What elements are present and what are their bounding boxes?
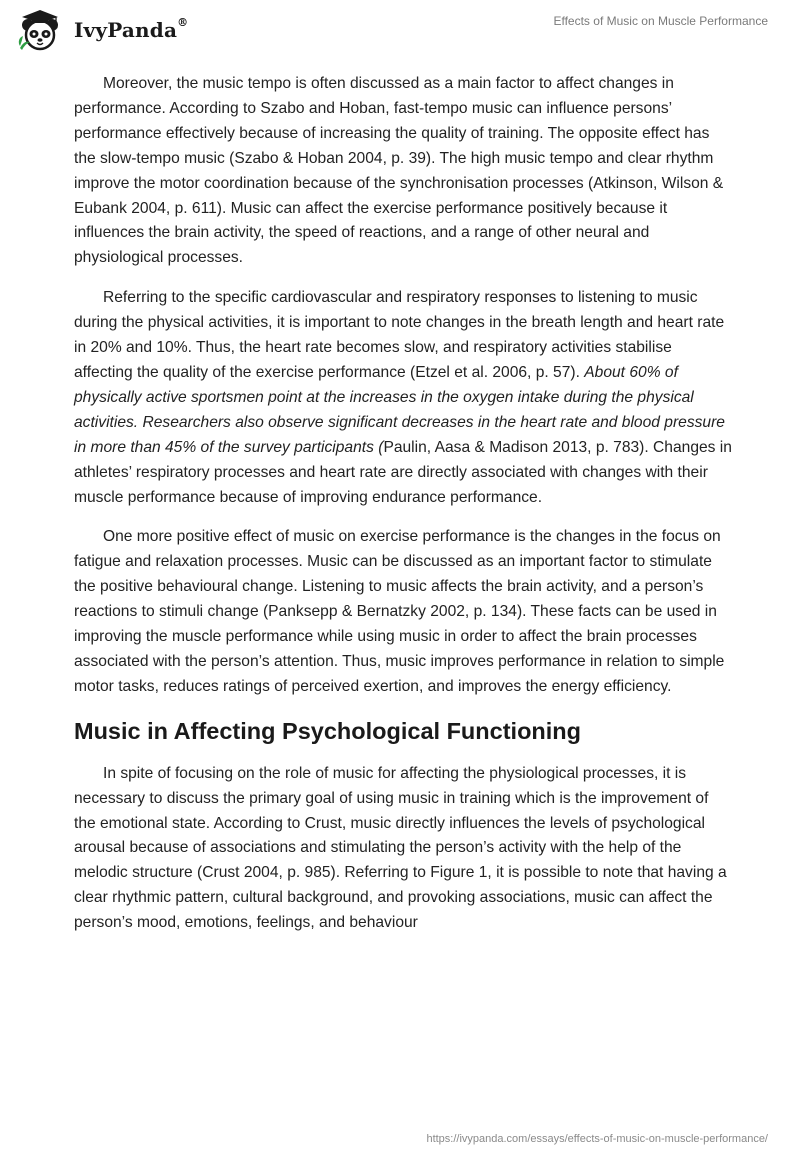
paragraph-cardio-respiratory: Referring to the specific cardiovascular and respiratory responses to listening to music during the physical activities, it is important to note changes in the breath length and heart rate in 20% and 10%. Thus, the heart rate becomes slow, and respiratory activities stabilise affecting the quality of the exercise performance (Etzel et al. 2006, p. 57). About 60% of physically active sportsmen point at the increases in the oxygen intake during the physical activities. Researchers also observe significant decreases in the heart rate and blood pressure in more than 45% of the survey participants (Paulin, Aasa & Madison 2013, p. 783). Changes in athletes’ respiratory processes and heart rate are directly associated with changes with their muscle performance because of improving endurance performance. <box>74 289 732 506</box>
paragraph-fatigue-relaxation: One more positive effect of music on exercise performance is the changes in the focus on fatigue and relaxation processes. Music can be discussed as an important factor to stimulate the positive behavioural change. Listening to music affects the brain activity, and a person’s reactions to stimuli change (Panksepp & Bernatzky 2002, p. 134). These facts can be used in improving the muscle performance while using music in order to affect the brain processes associated with the person’s attention. Thus, music improves performance in relation to simple motor tasks, reduces ratings of perceived exertion, and improves the energy efficiency. <box>74 528 725 695</box>
page-header <box>0 0 800 60</box>
source-url[interactable]: https://ivypanda.com/essays/effects-of-music-on-muscle-performance/ <box>426 1133 768 1145</box>
paragraph-music-tempo: Moreover, the music tempo is often discussed as a main factor to affect changes in performance. According to Szabo and Hoban, fast-tempo music can influence persons’ performance effectively because of increasing the quality of training. The opposite effect has the slow-tempo music (Szabo & Hoban 2004, p. 39). The high music tempo and clear rhythm improve the motor coordination because of the synchronisation processes (Atkinson, Wilson & Eubank 2004, p. 611). Music can affect the exercise performance positively because it influences the brain activity, the speed of reactions, and a range of other neural and physiological processes. <box>74 75 724 267</box>
ivypanda-logo[interactable] <box>16 8 188 52</box>
italic-statistic: About 60% of physically active sportsmen point at the increases in the oxygen intake during the physical activities. Researchers also observe significant decreases in the heart rate and blood pressure in more than 45% of the survey participants ( <box>74 363 725 456</box>
brand-name: IvyPanda® <box>74 16 189 42</box>
essay-content <box>74 72 734 951</box>
panda-graduate-icon <box>16 8 68 52</box>
document-title: Effects of Music on Muscle Performance <box>553 14 768 28</box>
paragraph-psychological: In spite of focusing on the role of music for affecting the physiological processes, it is necessary to discuss the primary goal of using music in training which is the improvement of the emotional state. According to Crust, music directly influences the levels of psychological arousal because of associations and stimulating the person’s activity with the help of the melodic structure (Crust 2004, p. 985). Referring to Figure 1, it is possible to note that having a clear rhythmic pattern, cultural background, and provoking associations, music can affect the person’s mood, emotions, feelings, and behaviour <box>74 764 727 932</box>
section-heading: Music in Affecting Psychological Functioning <box>74 717 582 744</box>
